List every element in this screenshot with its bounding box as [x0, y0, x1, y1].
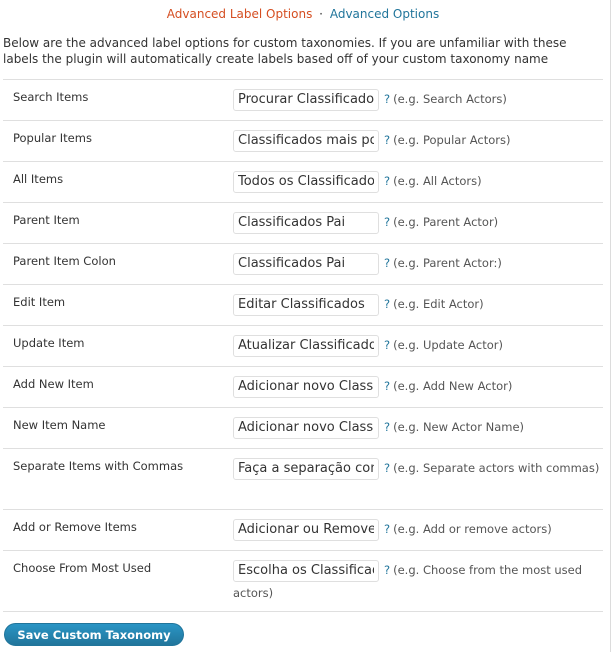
- row-field: [233, 293, 605, 316]
- label-input[interactable]: [233, 89, 379, 111]
- table-row: [3, 326, 603, 367]
- example-text: (e.g. All Actors): [393, 174, 482, 188]
- row-field: [233, 211, 605, 234]
- label-input[interactable]: [233, 294, 379, 316]
- row-label: Separate Items with Commas: [13, 459, 184, 473]
- example-text: (e.g. Edit Actor): [393, 297, 484, 311]
- table-row: [3, 408, 603, 449]
- row-field: [233, 252, 605, 275]
- help-icon[interactable]: ?: [384, 256, 391, 270]
- example-text: (e.g. New Actor Name): [393, 420, 525, 434]
- row-field: [233, 416, 605, 439]
- label-input[interactable]: [233, 212, 379, 234]
- help-icon[interactable]: ?: [384, 379, 391, 393]
- help-icon[interactable]: ?: [384, 174, 391, 188]
- example-text: (e.g. Popular Actors): [393, 133, 511, 147]
- help-icon[interactable]: ?: [384, 92, 391, 106]
- help-icon[interactable]: ?: [384, 133, 391, 147]
- row-label: Popular Items: [13, 131, 92, 145]
- help-icon[interactable]: ?: [384, 420, 391, 434]
- row-label: Add New Item: [13, 377, 94, 391]
- save-custom-taxonomy-button[interactable]: Save Custom Taxonomy: [4, 623, 184, 646]
- example-text: (e.g. Search Actors): [393, 92, 507, 106]
- label-input[interactable]: [233, 560, 379, 582]
- tab-advanced-label-options[interactable]: Advanced Label Options: [166, 7, 313, 21]
- row-label: Edit Item: [13, 295, 66, 309]
- table-row: [3, 449, 603, 510]
- label-input[interactable]: [233, 253, 379, 275]
- row-label: Update Item: [13, 336, 85, 350]
- help-icon[interactable]: ?: [384, 215, 391, 229]
- label-input[interactable]: [233, 130, 379, 152]
- row-label: Parent Item Colon: [13, 254, 116, 268]
- label-input[interactable]: [233, 458, 379, 480]
- options-tabs: [0, 7, 606, 21]
- example-text: (e.g. Choose from the most used actors): [233, 563, 583, 600]
- table-row: [3, 510, 603, 551]
- row-label: All Items: [13, 172, 64, 186]
- label-input[interactable]: [233, 376, 379, 398]
- table-row: [3, 203, 603, 244]
- label-input[interactable]: [233, 171, 379, 193]
- label-input[interactable]: [233, 417, 379, 439]
- intro-text: Below are the advanced label options for custom taxonomies. If you are unfamiliar with these labels the plugin will automatically create labels based off of your custom taxonomy name: [3, 36, 567, 66]
- tab-advanced-options[interactable]: Advanced Options: [329, 7, 440, 21]
- help-icon[interactable]: ?: [384, 297, 391, 311]
- table-row: [3, 367, 603, 408]
- example-text: (e.g. Add or remove actors): [393, 522, 552, 536]
- row-label: Search Items: [13, 90, 89, 104]
- example-text: (e.g. Parent Actor:): [393, 256, 502, 270]
- table-row: [3, 121, 603, 162]
- table-row: [3, 162, 603, 203]
- example-text: (e.g. Parent Actor): [393, 215, 499, 229]
- example-text: (e.g. Update Actor): [393, 338, 503, 352]
- example-text: (e.g. Separate actors with commas): [393, 461, 600, 475]
- row-field: [233, 375, 605, 398]
- row-field: [233, 518, 605, 541]
- label-input[interactable]: [233, 335, 379, 357]
- table-row: [3, 285, 603, 326]
- help-icon[interactable]: ?: [384, 563, 391, 577]
- row-field: [233, 170, 605, 193]
- row-label: Parent Item: [13, 213, 80, 227]
- row-field: [233, 88, 605, 111]
- row-label: New Item Name: [13, 418, 106, 432]
- row-field: [233, 334, 605, 357]
- help-icon[interactable]: ?: [384, 338, 391, 352]
- row-field: [233, 129, 605, 152]
- row-label: Choose From Most Used: [13, 561, 152, 575]
- table-row: [3, 80, 603, 121]
- help-icon[interactable]: ?: [384, 522, 391, 536]
- table-row: [3, 551, 603, 612]
- help-icon[interactable]: ?: [384, 461, 391, 475]
- example-text: (e.g. Add New Actor): [393, 379, 513, 393]
- table-row: [3, 244, 603, 285]
- label-options-table: [3, 79, 603, 612]
- label-input[interactable]: [233, 519, 379, 541]
- tab-separator: ·: [319, 7, 323, 21]
- row-label: Add or Remove Items: [13, 520, 137, 534]
- row-field: [233, 457, 605, 480]
- row-field: [233, 559, 605, 604]
